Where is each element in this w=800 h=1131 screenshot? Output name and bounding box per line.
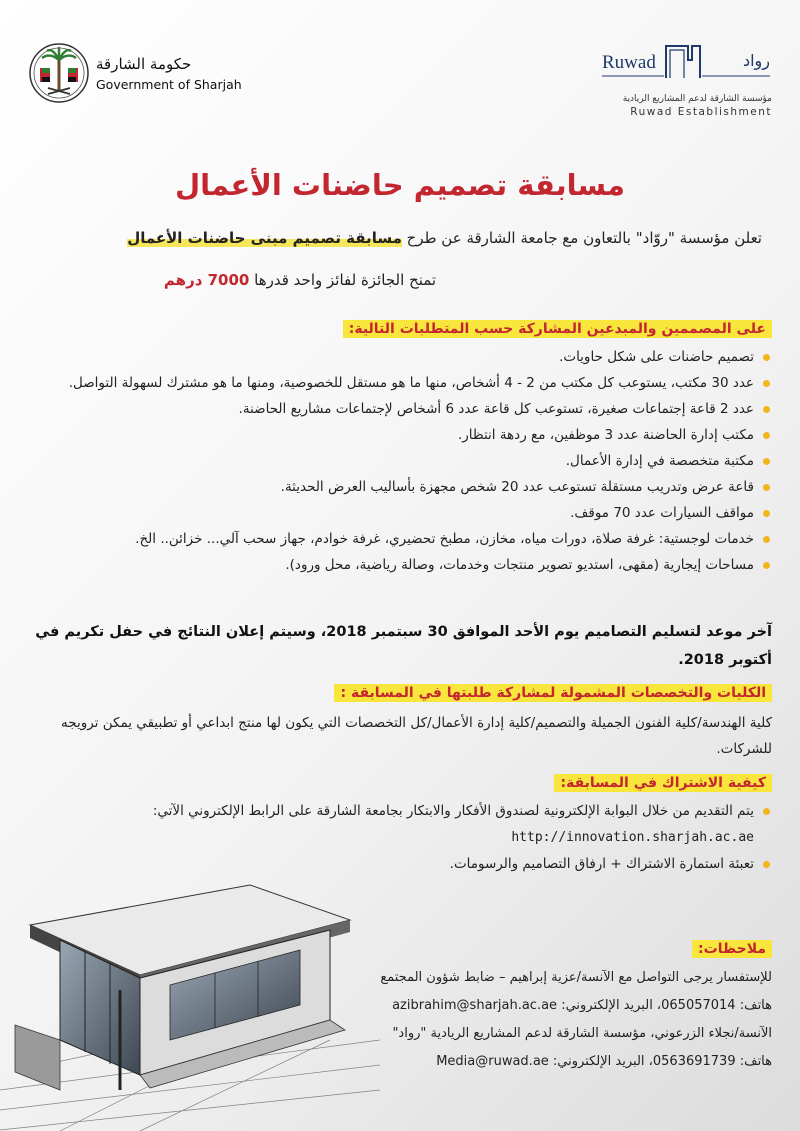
requirements-heading: على المصممين والمبدعين المشاركة حسب المتطلبات التالية: bbox=[343, 320, 772, 338]
notes-contact-2: الآنسة/نجلاء الزرعوني، مؤسسة الشارقة لدعم المشاريع الريادية "رواد" bbox=[392, 1026, 772, 1041]
prize-amount: 7000 درهم bbox=[163, 271, 250, 289]
list-item: مكتبة متخصصة في إدارة الأعمال. bbox=[28, 448, 772, 474]
prize-text: تمنح الجائزة لفائز واحد قدرها bbox=[249, 271, 437, 289]
phone-2-text: هاتف: 0563691739، البريد الإلكتروني: bbox=[552, 1054, 772, 1069]
email-1-link[interactable]: azibrahim@sharjah.ac.ae bbox=[392, 998, 558, 1013]
intro-highlight: مسابقة تصميم مبنى حاضنات الأعمال bbox=[127, 229, 402, 247]
participation-item-1: يتم التقديم من خلال البوابة الإلكترونية لصندوق الأفكار والابتكار بجامعة الشارقة على الرابط الإلكتروني الآتي: bbox=[152, 803, 754, 819]
ruwad-wordmark-text: Ruwad bbox=[602, 52, 656, 73]
requirements-section bbox=[28, 318, 772, 578]
list-item: مواقف السيارات عدد 70 موقف. bbox=[28, 500, 772, 526]
ruwad-wordmark-ar: رواد bbox=[742, 51, 770, 70]
faculties-section bbox=[28, 682, 772, 762]
notes-phone-1 bbox=[232, 992, 772, 1020]
notes-contact-1: للإستفسار يرجى التواصل مع الآنسة/عزية إبراهيم – ضابط شؤون المجتمع bbox=[380, 970, 772, 985]
list-item: تعبئة استمارة الاشتراك + ارفاق التصاميم والرسومات. bbox=[28, 851, 772, 877]
intro-paragraph bbox=[40, 229, 762, 247]
notes-section bbox=[232, 938, 772, 1076]
faculties-text: كلية الهندسة/كلية الفنون الجميلة والتصميم/كلية إدارة الأعمال/كل التخصصات التي يكون لها منتج ابداعي أو تطبيقي يمكن ترويجه للشركات. bbox=[61, 715, 772, 757]
page-title: مسابقة تصميم حاضنات الأعمال bbox=[175, 168, 625, 202]
ruwad-wordmark-icon bbox=[600, 40, 772, 86]
list-item: مكتب إدارة الحاضنة عدد 3 موظفين، مع ردهة انتظار. bbox=[28, 422, 772, 448]
list-item: تصميم حاضنات على شكل حاويات. bbox=[28, 344, 772, 370]
list-item: عدد 2 قاعة إجتماعات صغيرة، تستوعب كل قاعة عدد 6 أشخاص لإجتماعات مشاريع الحاضنة. bbox=[28, 396, 772, 422]
ruwad-logo bbox=[600, 40, 772, 118]
list-item: مساحات إيجارية (مقهى، استديو تصوير منتجات وخدمات، وصالة رياضية، محل ورود). bbox=[28, 552, 772, 578]
ruwad-name-en: Ruwad Establishment bbox=[630, 106, 772, 118]
email-2-link[interactable]: Media@ruwad.ae bbox=[436, 1054, 549, 1069]
prize-line bbox=[40, 271, 560, 289]
deadline-paragraph: آخر موعد لتسليم التصاميم يوم الأحد الموافق 30 سبتمبر 2018، وسيتم إعلان النتائج في حفل تكريم في أكتوبر 2018. bbox=[35, 624, 772, 668]
list-item: خدمات لوجستية: غرفة صلاة، دورات مياه، مخازن، مطبخ تحضيري، غرفة خوادم، جهاز سحب آلي... خزائن.. الخ. bbox=[28, 526, 772, 552]
government-logo bbox=[28, 38, 242, 108]
innovation-link[interactable]: http://innovation.sharjah.ac.ae bbox=[511, 830, 754, 845]
list-item: قاعة عرض وتدريب مستقلة تستوعب عدد 20 شخص مجهزة بأساليب العرض الحديثة. bbox=[28, 474, 772, 500]
notes-phone-2 bbox=[232, 1048, 772, 1076]
faculties-heading: الكليات والتخصصات المشمولة لمشاركة طلبتها في المسابقة : bbox=[334, 684, 772, 702]
sharjah-emblem-icon bbox=[28, 38, 90, 108]
phone-1-text: هاتف: 065057014، البريد الإلكتروني: bbox=[561, 998, 772, 1013]
notes-heading: ملاحظات: bbox=[692, 940, 772, 958]
ruwad-name-ar: مؤسسة الشارقة لدعم المشاريع الريادية bbox=[622, 94, 772, 104]
government-name-ar: حكومة الشارقة bbox=[96, 54, 192, 73]
intro-text: تعلن مؤسسة "روّاد" بالتعاون مع جامعة الشارقة عن طرح bbox=[401, 229, 762, 247]
government-name-en: Government of Sharjah bbox=[96, 76, 242, 92]
list-item: عدد 30 مكتب، يستوعب كل مكتب من 2 - 4 أشخاص، منها ما هو مستقل للخصوصية، ومنها ما هو مشترك لسهولة التواصل. bbox=[28, 370, 772, 396]
participation-heading: كيفية الاشتراك في المسابقة: bbox=[554, 774, 772, 792]
requirements-list bbox=[28, 344, 772, 578]
